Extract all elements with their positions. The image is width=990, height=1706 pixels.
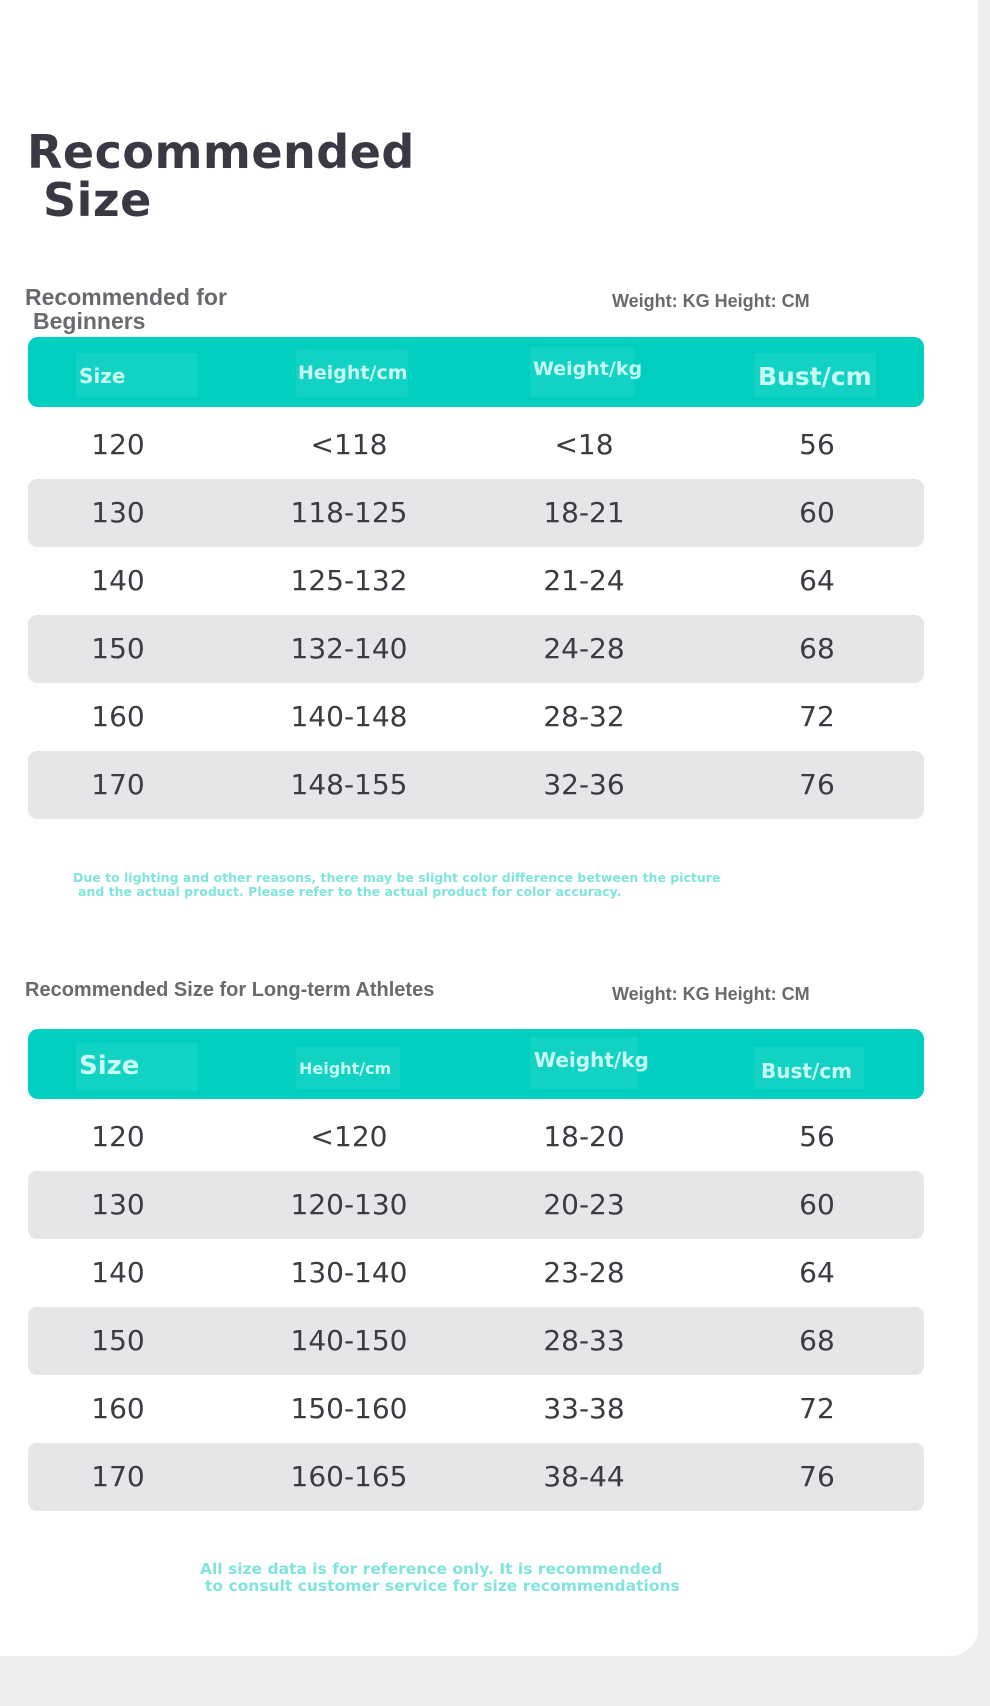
cell-weight: 28-33: [543, 1324, 625, 1357]
cell-height: 118-125: [290, 496, 408, 529]
note-line2: to consult customer service for size recommendations: [205, 1577, 680, 1595]
cell-bust: 72: [799, 700, 835, 733]
cell-height: 160-165: [290, 1460, 408, 1493]
header-bust: Bust/cm: [758, 362, 872, 391]
cell-bust: 68: [799, 632, 835, 665]
page-title-line2: Size: [43, 173, 152, 227]
cell-bust: 64: [799, 564, 835, 597]
note-line1: All size data is for reference only. It is recommended: [200, 1560, 663, 1578]
cell-bust: 64: [799, 1256, 835, 1289]
cell-height: 140-148: [290, 700, 408, 733]
cell-size: 140: [91, 564, 145, 597]
header-weight: Weight/kg: [534, 1048, 649, 1072]
cell-size: 140: [91, 1256, 145, 1289]
cell-weight: 23-28: [543, 1256, 625, 1289]
athletes-size-table: [28, 1029, 924, 1511]
cell-height: 125-132: [290, 564, 408, 597]
note-line1: Due to lighting and other reasons, there may be slight color difference between the picture: [73, 870, 721, 885]
cell-bust: 56: [799, 1120, 835, 1153]
cell-size: 160: [91, 1392, 145, 1425]
beginners-title-line1: Recommended for: [25, 284, 227, 310]
cell-height: 148-155: [290, 768, 408, 801]
cell-height: <118: [310, 428, 388, 461]
cell-height: 130-140: [290, 1256, 408, 1289]
table-row: [28, 411, 924, 479]
header-height: Height/cm: [299, 1059, 392, 1078]
header-weight: Weight/kg: [533, 358, 643, 380]
cell-weight: 28-32: [543, 700, 625, 733]
cell-weight: <18: [554, 428, 614, 461]
table-header: [28, 1029, 924, 1099]
cell-height: <120: [310, 1120, 388, 1153]
header-size: Size: [79, 364, 126, 388]
beginners-title-line2: Beginners: [33, 308, 146, 334]
cell-bust: 72: [799, 1392, 835, 1425]
table-row: [28, 1171, 924, 1239]
cell-size: 150: [91, 1324, 145, 1357]
cell-bust: 76: [799, 1460, 835, 1493]
table-row: [28, 1307, 924, 1375]
cell-size: 130: [91, 1188, 145, 1221]
cell-bust: 68: [799, 1324, 835, 1357]
cell-weight: 18-21: [543, 496, 625, 529]
table-row: [28, 683, 924, 751]
table-row: [28, 1239, 924, 1307]
cell-weight: 38-44: [543, 1460, 625, 1493]
cell-height: 132-140: [290, 632, 408, 665]
cell-bust: 60: [799, 1188, 835, 1221]
cell-weight: 21-24: [543, 564, 625, 597]
cell-bust: 60: [799, 496, 835, 529]
color-disclaimer-note: [73, 871, 720, 899]
beginners-size-table: [28, 337, 924, 819]
cell-size: 150: [91, 632, 145, 665]
table-row: [28, 547, 924, 615]
page-title: [27, 125, 415, 227]
cell-bust: 76: [799, 768, 835, 801]
table-row: [28, 1375, 924, 1443]
page-title-line1: Recommended: [27, 125, 415, 179]
cell-size: 120: [91, 428, 145, 461]
table-row: [28, 1103, 924, 1171]
athletes-units-label: Weight: KG Height: CM: [612, 984, 810, 1004]
cell-height: 150-160: [290, 1392, 408, 1425]
note-line2: and the actual product. Please refer to the actual product for color accuracy.: [78, 884, 622, 899]
cell-weight: 18-20: [543, 1120, 625, 1153]
cell-height: 140-150: [290, 1324, 408, 1357]
table-header: [28, 337, 924, 407]
cell-size: 130: [91, 496, 145, 529]
header-height: Height/cm: [298, 362, 408, 384]
header-size: Size: [79, 1051, 140, 1081]
table-row: [28, 479, 924, 547]
reference-disclaimer-note: [200, 1561, 680, 1595]
table-row: [28, 615, 924, 683]
beginners-units-label: Weight: KG Height: CM: [612, 291, 810, 311]
cell-size: 170: [91, 1460, 145, 1493]
table-row: [28, 751, 924, 819]
cell-size: 170: [91, 768, 145, 801]
cell-bust: 56: [799, 428, 835, 461]
table-row: [28, 1443, 924, 1511]
beginners-section-title: [25, 285, 227, 333]
cell-weight: 32-36: [543, 768, 625, 801]
header-bust: Bust/cm: [761, 1059, 852, 1083]
cell-weight: 20-23: [543, 1188, 625, 1221]
athletes-section-title: Recommended Size for Long-term Athletes: [25, 979, 435, 1001]
cell-weight: 24-28: [543, 632, 625, 665]
cell-weight: 33-38: [543, 1392, 625, 1425]
cell-height: 120-130: [290, 1188, 408, 1221]
cell-size: 160: [91, 700, 145, 733]
cell-size: 120: [91, 1120, 145, 1153]
